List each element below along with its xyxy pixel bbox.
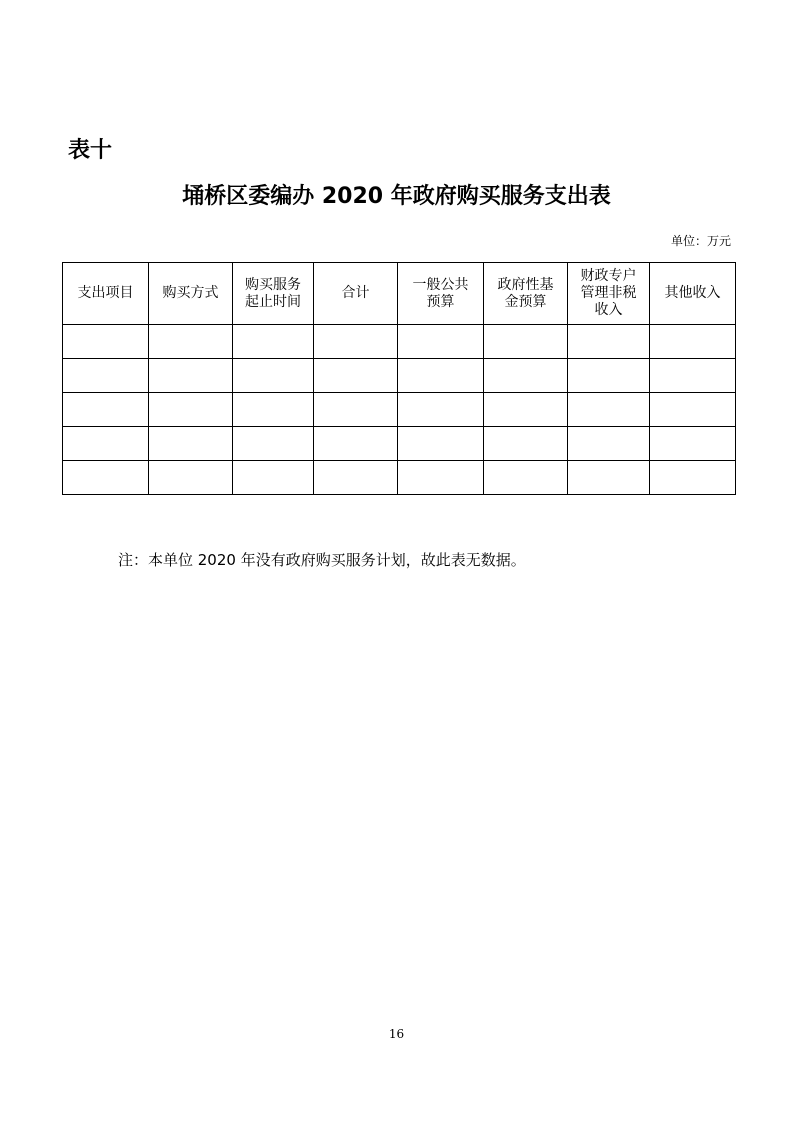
column-header-government-fund-budget: 政府性基 金预算 xyxy=(484,263,568,325)
table-cell xyxy=(398,427,484,461)
column-header-general-budget: 一般公共 预算 xyxy=(398,263,484,325)
table-cell xyxy=(149,461,233,495)
column-header-purchase-method: 购买方式 xyxy=(149,263,233,325)
table-row xyxy=(63,359,736,393)
table-cell xyxy=(149,359,233,393)
table-cell xyxy=(650,393,736,427)
table-cell xyxy=(568,325,650,359)
table-row xyxy=(63,461,736,495)
table-cell xyxy=(568,393,650,427)
page-title: 埇桥区委编办 2020 年政府购买服务支出表 xyxy=(182,184,611,209)
table-cell xyxy=(398,325,484,359)
table-cell xyxy=(398,359,484,393)
table-cell xyxy=(568,461,650,495)
table-cell xyxy=(314,461,398,495)
table-cell xyxy=(484,461,568,495)
table-cell xyxy=(484,359,568,393)
table-cell xyxy=(650,461,736,495)
footnote: 注：本单位 2020 年没有政府购买服务计划，故此表无数据。 xyxy=(118,551,526,569)
table-cell xyxy=(233,393,314,427)
table-cell xyxy=(314,359,398,393)
table-cell xyxy=(149,393,233,427)
column-header-service-period: 购买服务 起止时间 xyxy=(233,263,314,325)
table-cell xyxy=(149,325,233,359)
table-cell xyxy=(398,461,484,495)
table-cell xyxy=(63,427,149,461)
table-cell xyxy=(63,325,149,359)
unit-label: 单位：万元 xyxy=(670,234,731,248)
table-cell xyxy=(314,325,398,359)
table-cell xyxy=(650,427,736,461)
table-cell xyxy=(484,325,568,359)
column-header-expense-item: 支出项目 xyxy=(63,263,149,325)
table-cell xyxy=(568,359,650,393)
table-cell xyxy=(650,359,736,393)
table-cell xyxy=(233,461,314,495)
table-header-row xyxy=(63,263,736,325)
table-label: 表十 xyxy=(68,138,113,163)
column-header-non-tax-revenue: 财政专户 管理非税 收入 xyxy=(568,263,650,325)
column-header-total: 合计 xyxy=(314,263,398,325)
table-cell xyxy=(63,461,149,495)
table-cell xyxy=(650,325,736,359)
page-number: 16 xyxy=(388,1027,405,1041)
table-cell xyxy=(484,393,568,427)
table-cell xyxy=(63,393,149,427)
table-cell xyxy=(314,393,398,427)
table-cell xyxy=(63,359,149,393)
table-row xyxy=(63,325,736,359)
table-cell xyxy=(568,427,650,461)
table-cell xyxy=(314,427,398,461)
expense-table xyxy=(62,262,736,495)
table-cell xyxy=(233,325,314,359)
column-header-other-income: 其他收入 xyxy=(650,263,736,325)
table-cell xyxy=(233,427,314,461)
table-cell xyxy=(484,427,568,461)
table-cell xyxy=(233,359,314,393)
table-cell xyxy=(149,427,233,461)
table-cell xyxy=(398,393,484,427)
table-row xyxy=(63,427,736,461)
table-row xyxy=(63,393,736,427)
